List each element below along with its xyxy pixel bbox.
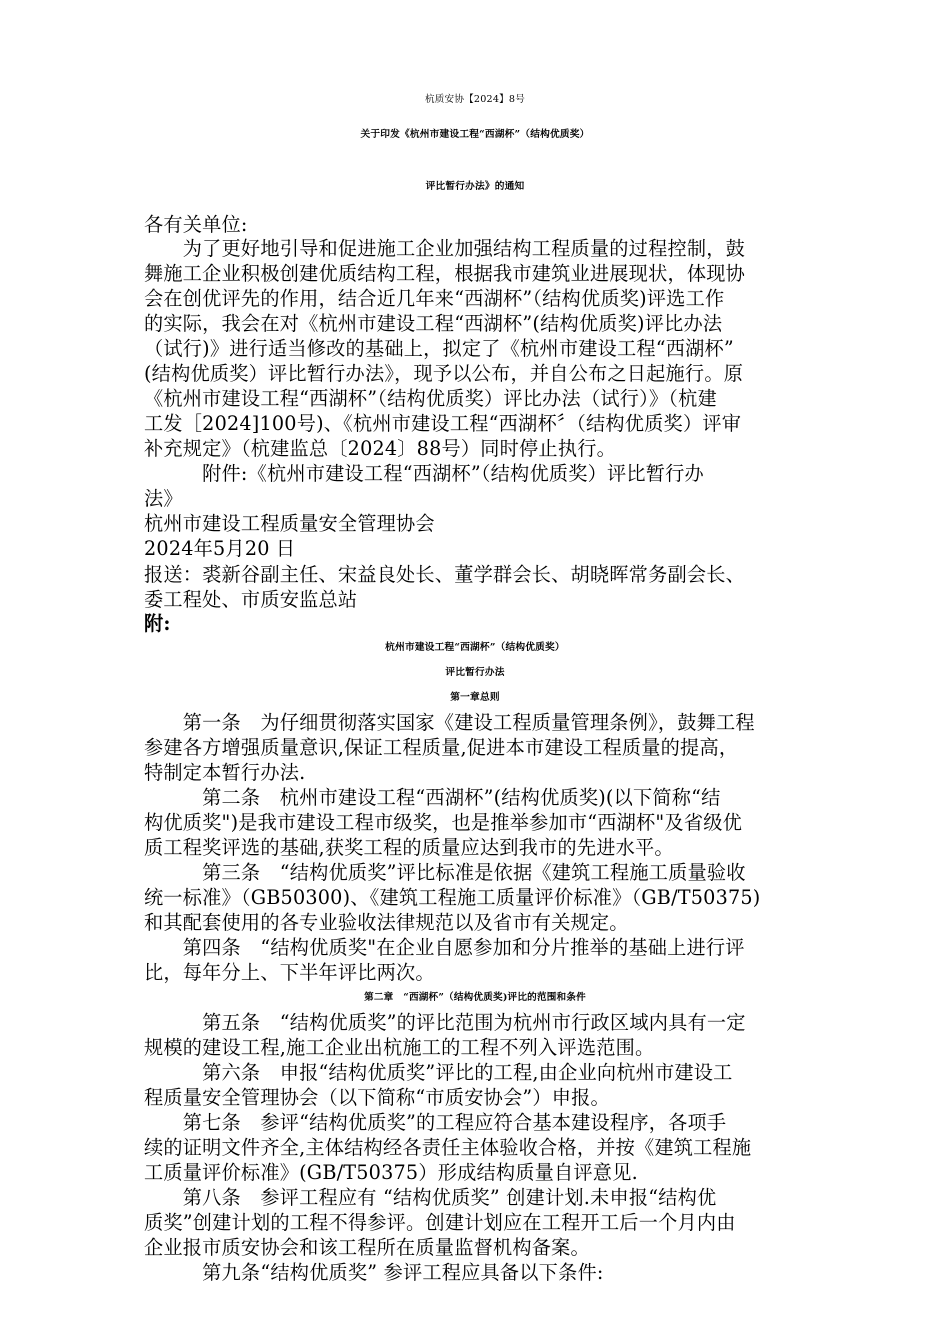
article-line: 第三条 “结构优质奖”评比标准是依据《建筑工程施工质量验收 <box>144 861 746 884</box>
article-line: 第四条 “结构优质奖"在企业自愿参加和分片推举的基础上进行评 <box>144 936 745 959</box>
notice-body-line: 的实际，我会在对《杭州市建设工程“西湖杯”(结构优质奖)评比办法 <box>144 312 723 335</box>
article-line: 第六条 申报“结构优质奖”评比的工程,由企业向杭州市建设工 <box>144 1061 733 1084</box>
chapter-1-heading: 第一章总则 <box>450 692 500 703</box>
notice-title-line-2: 评比暂行办法》的通知 <box>425 181 525 192</box>
document-number: 杭质安协【2024】8号 <box>424 94 526 105</box>
article-line: 第五条 “结构优质奖”的评比范围为杭州市行政区域内具有一定 <box>144 1011 746 1034</box>
attachment-line-1: 附件:《杭州市建设工程“西湖杯”（结构优质奖）评比暂行办 <box>144 462 704 485</box>
notice-title-line-1: 关于印发《杭州市建设工程“西湖杯”（结构优质奖） <box>360 129 590 140</box>
appendix-title-line-1: 杭州市建设工程“西湖杯”（结构优质奖） <box>385 642 565 653</box>
article-line: 第九条“结构优质奖” 参评工程应具备以下条件: <box>144 1261 604 1284</box>
article-line: 企业报市质安协会和该工程所在质量监督机构备案。 <box>144 1236 590 1259</box>
article-line: 比，每年分上、下半年评比两次。 <box>144 961 435 984</box>
cc-line-1: 报送：裘新谷副主任、宋益良处长、董学群会长、胡晓晖常务副会长、 <box>144 563 746 586</box>
cc-line-2: 委工程处、市质安监总站 <box>144 588 358 611</box>
notice-body-line: 补充规定》（杭建监总〔2024〕88号）同时停止执行。 <box>144 437 616 460</box>
notice-body-line: （试行)》进行适当修改的基础上，拟定了《杭州市建设工程“西湖杯” <box>144 337 734 360</box>
notice-body-line: 会在创优评先的作用，结合近几年来“西湖杯”（结构优质奖)评选工作 <box>144 287 725 310</box>
article-line: 特制定本暂行办法. <box>144 761 306 784</box>
article-line: 第八条 参评工程应有 “结构优质奖” 创建计划.未申报“结构优 <box>144 1186 717 1209</box>
issue-date: 2024年5月20 日 <box>144 537 296 560</box>
notice-body-line: 《杭州市建设工程“西湖杯”（结构优质奖）评比办法（试行）》（杭建 <box>144 387 717 410</box>
article-line: 质工程奖评选的基础,获奖工程的质量应达到我市的先进水平。 <box>144 836 674 859</box>
chapter-2-heading: 第二章 “西湖杯”（结构优质奖)评比的范围和条件 <box>364 992 586 1003</box>
article-line: 和其配套使用的各专业验收法律规范以及省市有关规定。 <box>144 911 629 934</box>
notice-body-line: 为了更好地引导和促进施工企业加强结构工程质量的过程控制，鼓 <box>144 237 746 260</box>
attachment-line-2: 法》 <box>144 487 183 510</box>
article-line: 参建各方增强质量意识,保证工程质量,促进本市建设工程质量的提高， <box>144 736 739 759</box>
article-line: 构优质奖")是我市建设工程市级奖，也是推举参加市“西湖杯"及省级优 <box>144 811 742 834</box>
article-line: 工质量评价标准》(GB/T50375）形成结构质量自评意见. <box>144 1161 638 1184</box>
article-line: 第七条 参评“结构优质奖”的工程应符合基本建设程序，各项手 <box>144 1111 727 1134</box>
issuer-name: 杭州市建设工程质量安全管理协会 <box>144 512 435 535</box>
article-line: 规模的建设工程,施工企业出杭施工的工程不列入评选范围。 <box>144 1036 655 1059</box>
salutation: 各有关单位: <box>144 213 248 236</box>
article-line: 统一标准》（GB50300)、《建筑工程施工质量评价标准》（GB/T50375) <box>144 886 761 909</box>
appendix-label: 附: <box>144 612 171 635</box>
article-line: 续的证明文件齐全,主体结构经各责任主体验收合格，并按《建筑工程施 <box>144 1136 752 1159</box>
notice-body-line: 舞施工企业积极创建优质结构工程，根据我市建筑业进展现状，体现协 <box>144 262 746 285</box>
notice-body-line: 工发［2024]100号)、《杭州市建设工程“西湖杯〞（结构优质奖）评审 <box>144 412 742 435</box>
article-line: 第二条 杭州市建设工程“西湖杯”(结构优质奖)(以下简称“结 <box>144 786 721 809</box>
article-line: 程质量安全管理协会（以下简称“市质安协会”）申报。 <box>144 1086 610 1109</box>
article-line: 第一条 为仔细贯彻落实国家《建设工程质量管理条例》，鼓舞工程 <box>144 711 755 734</box>
notice-body-line: (结构优质奖）评比暂行办法》，现予以公布，并自公布之日起施行。原 <box>144 362 744 385</box>
article-line: 质奖”创建计划的工程不得参评。创建计划应在工程开工后一个月内由 <box>144 1211 736 1234</box>
appendix-title-line-2: 评比暂行办法 <box>445 667 505 678</box>
